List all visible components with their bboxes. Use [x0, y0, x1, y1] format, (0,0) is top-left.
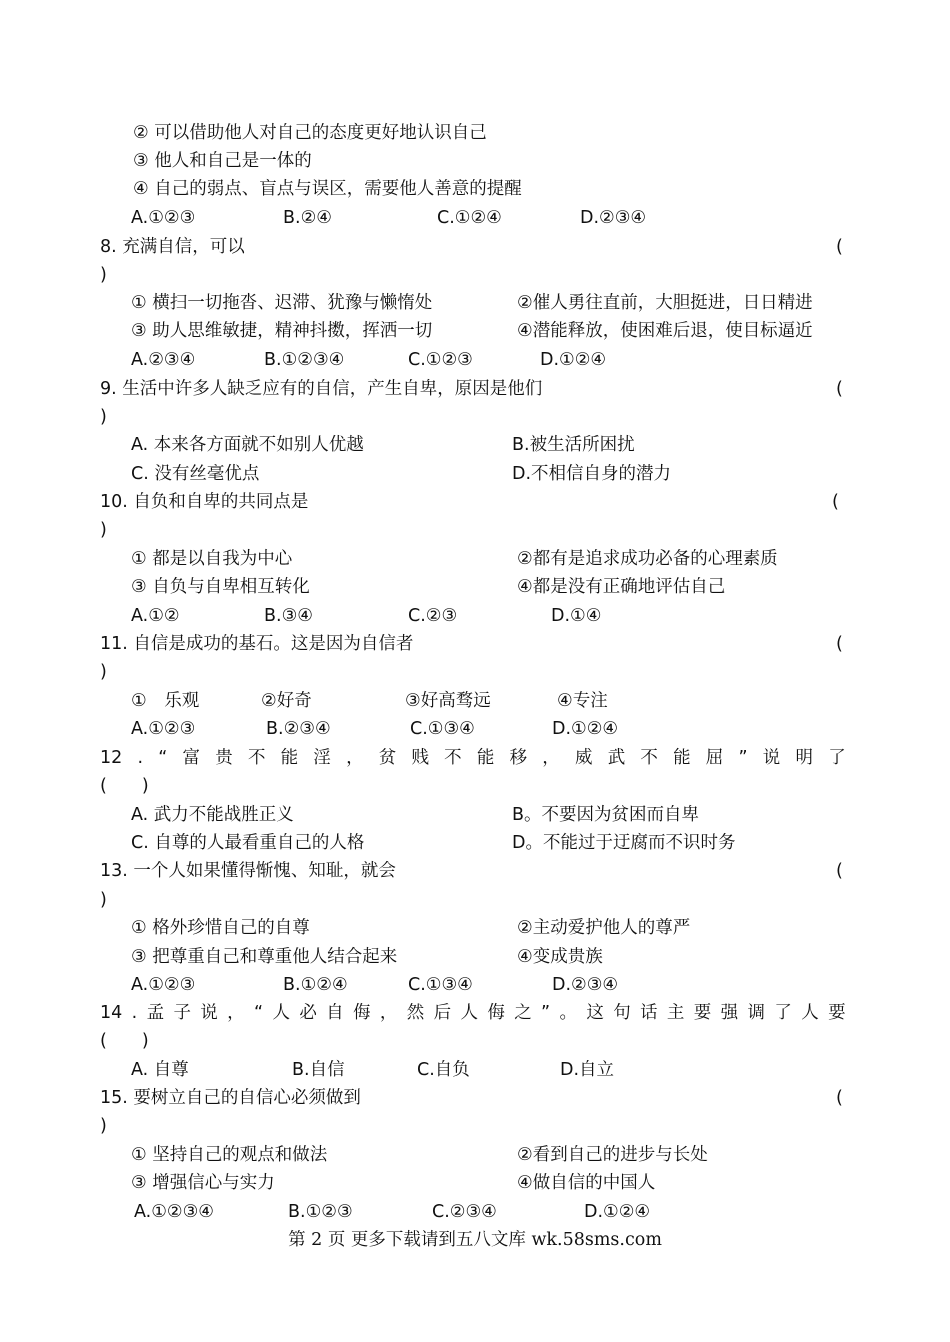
q12-stem-char: 不 [444, 748, 462, 768]
q15-statement-3: ③ 增强信心与实力 [131, 1173, 275, 1193]
q14-stem-char: ， [379, 1003, 398, 1023]
q9-stem: 9. 生活中许多人缺乏应有的自信，产生自卑，原因是他们 [100, 379, 543, 399]
q12-stem-char: ， [346, 748, 364, 768]
q15-stem: 15. 要树立自己的自信心必须做到 [100, 1088, 361, 1108]
q14-stem-char: 之 [514, 1003, 532, 1023]
q12-stem-char: 了 [828, 748, 846, 768]
q12-stem-char: 能 [280, 748, 299, 768]
q14-stem-char: 了 [774, 1003, 792, 1023]
q7-option-d: D.②③④ [580, 208, 647, 228]
q10-statement-2: ②都有是追求成功必备的心理素质 [517, 549, 778, 569]
q14-stem-char: 孟 [146, 1003, 165, 1023]
q14-stem-char: 这 [586, 1003, 604, 1023]
q9-option-a: A. 本来各方面就不如别人优越 [131, 435, 364, 455]
q14-stem-char: 侮 [353, 1003, 371, 1023]
q13-statement-4: ④变成贵族 [517, 947, 603, 967]
q11-statement-1: ① 乐观 [131, 691, 200, 711]
q14-stem-char: 要 [828, 1003, 846, 1023]
q14-stem-char: 必 [299, 1003, 317, 1023]
q14-option-d: D.自立 [560, 1060, 615, 1080]
q14-option-b: B.自信 [292, 1060, 345, 1080]
q7-option-b: B.②④ [283, 208, 332, 228]
page-footer: 第 2 页 更多下载请到五八文库 wk.58sms.com [288, 1230, 662, 1250]
q11-answer-paren-close: ) [100, 662, 107, 682]
q14-option-c: C.自负 [417, 1060, 470, 1080]
q12-stem-char: 不 [640, 748, 658, 768]
q13-option-c: C.①③④ [408, 975, 473, 995]
q12-stem-char: 移 [509, 748, 528, 768]
q10-statement-3: ③ 自负与自卑相互转化 [131, 577, 310, 597]
q8-statement-1: ① 横扫一切拖沓、迟滞、犹豫与懒惰处 [131, 293, 433, 313]
q12-option-d: D。不能过于迂腐而不识时务 [512, 833, 736, 853]
q14-stem-char: ” [541, 1003, 551, 1023]
q13-statement-1: ① 格外珍惜自己的自尊 [131, 918, 310, 938]
q10-statement-1: ① 都是以自我为中心 [131, 549, 293, 569]
q14-option-a: A. 自尊 [131, 1060, 189, 1080]
q11-answer-paren-open: ( [836, 634, 843, 654]
q14-stem-char: 侮 [487, 1003, 505, 1023]
q11-option-d: D.①②④ [552, 719, 619, 739]
q8-statement-3: ③ 助人思维敏捷，精神抖擞，挥洒一切 [131, 321, 433, 341]
q10-answer-paren-close: ) [100, 520, 107, 540]
q7-option-a: A.①②③ [131, 208, 196, 228]
q12-stem-char: . [137, 748, 144, 768]
q10-option-a: A.①② [131, 606, 180, 626]
q10-option-b: B.③④ [264, 606, 313, 626]
q13-answer-paren-close: ) [100, 890, 107, 910]
q14-stem-char: 主 [666, 1003, 685, 1023]
q8-option-d: D.①②④ [540, 350, 607, 370]
q11-statement-2: ②好奇 [261, 691, 312, 711]
q12-stem-char: 不 [247, 748, 266, 768]
q13-stem: 13. 一个人如果懂得惭愧、知耻，就会 [100, 861, 396, 881]
q15-option-d: D.①②④ [584, 1202, 651, 1222]
q14-stem-char: 句 [613, 1003, 631, 1023]
q7-statement-2: ② 可以借助他人对自己的态度更好地认识自己 [133, 123, 487, 143]
q14-stem-char: 14 [100, 1003, 123, 1023]
q15-answer-paren-close: ) [100, 1116, 107, 1136]
q13-statement-2: ②主动爱护他人的尊严 [517, 918, 691, 938]
q12-stem-char: 淫 [313, 748, 331, 768]
q8-statement-2: ②催人勇往直前，大胆挺进，日日精进 [517, 293, 813, 313]
q12-stem-char: 威 [574, 748, 593, 768]
q10-answer-paren-open: ( [832, 492, 839, 512]
q14-stem-char: 要 [693, 1003, 712, 1023]
q14-stem-char: 调 [747, 1003, 765, 1023]
q15-option-a: A.①②③④ [134, 1202, 214, 1222]
q10-stem: 10. 自负和自卑的共同点是 [100, 492, 309, 512]
q13-answer-paren-open: ( [836, 861, 843, 881]
q15-option-c: C.②③④ [432, 1202, 497, 1222]
q12-stem [100, 747, 846, 769]
q14-stem-char: 。 [559, 1003, 577, 1023]
q12-option-a: A. 武力不能战胜正义 [131, 805, 294, 825]
q12-stem-char: ” [738, 748, 748, 768]
q8-statement-4: ④潜能释放，使困难后退，使目标逼近 [517, 321, 813, 341]
q15-statement-1: ① 坚持自己的观点和做法 [131, 1145, 328, 1165]
q12-option-b: B。不要因为贫困而自卑 [512, 805, 700, 825]
q12-stem-char: ， [542, 748, 560, 768]
q8-option-a: A.②③④ [131, 350, 196, 370]
q12-stem-char: 贱 [411, 748, 429, 768]
q14-stem-char: 强 [720, 1003, 739, 1023]
q8-option-b: B.①②③④ [264, 350, 345, 370]
q13-option-d: D.②③④ [552, 975, 619, 995]
q10-statement-4: ④都是没有正确地评估自己 [517, 577, 726, 597]
q12-stem-char: 富 [182, 748, 201, 768]
q9-option-b: B.被生活所困扰 [512, 435, 635, 455]
q14-stem-char: 话 [640, 1003, 658, 1023]
q11-option-a: A.①②③ [131, 719, 196, 739]
q14-stem-char: “ [254, 1003, 264, 1023]
q12-stem-char: 贫 [378, 748, 397, 768]
q15-option-b: B.①②③ [288, 1202, 353, 1222]
q15-answer-paren-open: ( [836, 1088, 843, 1108]
q13-option-b: B.①②④ [283, 975, 348, 995]
q12-stem-char: 说 [762, 748, 781, 768]
q12-stem-char: 武 [607, 748, 626, 768]
q11-statement-3: ③好高骛远 [405, 691, 491, 711]
q15-statement-2: ②看到自己的进步与长处 [517, 1145, 708, 1165]
q12-stem-char: 明 [795, 748, 813, 768]
q8-stem: 8. 充满自信，可以 [100, 237, 245, 257]
q12-option-c: C. 自尊的人最看重自己的人格 [131, 833, 365, 853]
q14-stem-char: 后 [433, 1003, 452, 1023]
q14-stem [100, 1002, 846, 1024]
q14-stem-char: 人 [272, 1003, 290, 1023]
q11-option-c: C.①③④ [410, 719, 475, 739]
q14-stem-char: 然 [406, 1003, 425, 1023]
q12-stem-char: “ [158, 748, 168, 768]
q12-stem-char: 12 [100, 748, 123, 768]
q8-option-c: C.①②③ [408, 350, 473, 370]
q9-option-d: D.不相信自身的潜力 [512, 464, 672, 484]
q11-option-b: B.②③④ [266, 719, 331, 739]
q14-stem-char: 人 [460, 1003, 478, 1023]
q9-answer-paren-close: ) [100, 407, 107, 427]
q12-stem-char: 能 [673, 748, 691, 768]
q10-option-d: D.①④ [551, 606, 602, 626]
q12-answer-paren: ( ) [100, 776, 149, 796]
q14-stem-char: 说 [200, 1003, 218, 1023]
q7-statement-4: ④ 自己的弱点、盲点与误区，需要他人善意的提醒 [133, 179, 522, 199]
q14-stem-char: 人 [801, 1003, 819, 1023]
q11-statement-4: ④专注 [557, 691, 608, 711]
q13-option-a: A.①②③ [131, 975, 196, 995]
q14-stem-char: ， [227, 1003, 245, 1023]
q8-answer-paren-close: ) [100, 265, 107, 285]
q12-stem-char: 贵 [215, 748, 233, 768]
q14-stem-char: . [131, 1003, 138, 1023]
q12-stem-char: 屈 [705, 748, 724, 768]
q8-answer-paren-open: ( [836, 237, 843, 257]
q12-stem-char: 能 [476, 748, 495, 768]
q14-stem-char: 子 [173, 1003, 191, 1023]
q7-option-c: C.①②④ [437, 208, 502, 228]
q13-statement-3: ③ 把尊重自己和尊重他人结合起来 [131, 947, 398, 967]
q9-answer-paren-open: ( [836, 379, 843, 399]
q9-option-c: C. 没有丝毫优点 [131, 464, 260, 484]
q7-statement-3: ③ 他人和自己是一体的 [133, 151, 312, 171]
q15-statement-4: ④做自信的中国人 [517, 1173, 656, 1193]
q11-stem: 11. 自信是成功的基石。这是因为自信者 [100, 634, 414, 654]
q14-stem-char: 自 [326, 1003, 344, 1023]
q14-answer-paren: ( ) [100, 1031, 149, 1051]
q10-option-c: C.②③ [408, 606, 458, 626]
